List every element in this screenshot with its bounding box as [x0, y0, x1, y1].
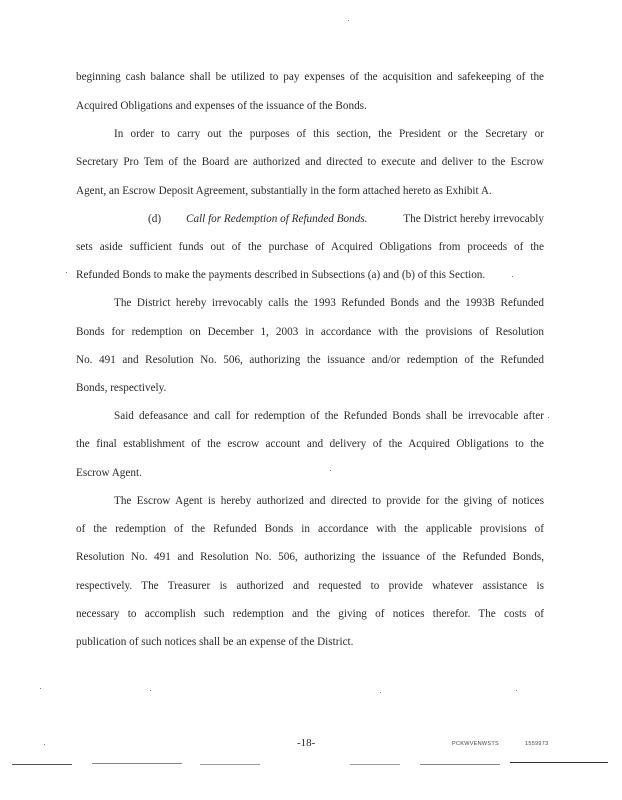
body-line: Said defeasance and call for redemption of the Refunded Bonds shall be irrevocable after: [114, 410, 544, 422]
body-line: the final establishment of the escrow account and delivery of the Acquired Obligations to the: [76, 438, 544, 450]
body-line: Agent, an Escrow Deposit Agreement, substantially in the form attached hereto as Exhibit A.: [76, 185, 492, 197]
body-line: Secretary Pro Tem of the Board are authorized and directed to execute and deliver to the Escrow: [76, 156, 544, 168]
body-line: Escrow Agent.: [76, 467, 142, 479]
subsection-text: The District hereby irrevocably: [403, 213, 544, 225]
body-line: The District hereby irrevocably calls the 1993 Refunded Bonds and the 1993B Refunded: [114, 297, 544, 309]
body-line: sets aside sufficient funds out of the purchase of Acquired Obligations from proceeds of the: [76, 241, 544, 253]
subsection-label: (d): [148, 213, 162, 225]
footer-code-left: PCKWVENWSTS: [452, 741, 499, 747]
body-line: The Escrow Agent is hereby authorized and directed to provide for the giving of notices: [114, 495, 544, 507]
page-number: -18-: [297, 737, 316, 749]
scan-speck: [380, 692, 381, 693]
footer-rule: [12, 764, 72, 765]
body-line: necessary to accomplish such redemption and the giving of notices therefor. The costs of: [76, 608, 544, 620]
scan-speck: [330, 470, 331, 471]
scan-speck: [516, 690, 517, 691]
body-line: respectively. The Treasurer is authorized and requested to provide whatever assistance is: [76, 580, 544, 592]
footer-rule: [420, 764, 500, 765]
scan-speck: [66, 272, 67, 273]
scan-speck: [40, 688, 41, 689]
footer-rule: [510, 762, 608, 763]
body-line: of the redemption of the Refunded Bonds in accordance with the applicable provisions of: [76, 523, 544, 535]
footer-rule: [92, 763, 182, 764]
subsection-heading-line: [76, 212, 544, 226]
body-line: Acquired Obligations and expenses of the issuance of the Bonds.: [76, 100, 367, 112]
footer-rule: [200, 764, 260, 765]
body-line: beginning cash balance shall be utilized to pay expenses of the acquisition and safekeeping of the: [76, 71, 544, 83]
scan-speck: [348, 20, 349, 21]
scan-speck: [150, 690, 151, 691]
body-line: Bonds for redemption on December 1, 2003 in accordance with the provisions of Resolution: [76, 326, 544, 338]
body-line: No. 491 and Resolution No. 506, authorizing the issuance and/or redemption of the Refunded: [76, 354, 544, 366]
footer-code-right: 1559973: [525, 741, 549, 747]
subsection-title: Call for Redemption of Refunded Bonds.: [186, 213, 368, 225]
body-line: Bonds, respectively.: [76, 382, 167, 394]
scan-speck: [44, 744, 45, 745]
footer-rule: [350, 764, 400, 765]
body-line: Refunded Bonds to make the payments described in Subsections (a) and (b) of this Section.: [76, 269, 486, 281]
body-line: publication of such notices shall be an expense of the District.: [76, 636, 354, 648]
scan-speck: [512, 276, 513, 277]
body-line: Resolution No. 491 and Resolution No. 506, authorizing the issuance of the Refunded Bonds,: [76, 551, 544, 563]
scan-speck: [548, 417, 549, 418]
body-line: In order to carry out the purposes of this section, the President or the Secretary or: [114, 128, 544, 140]
